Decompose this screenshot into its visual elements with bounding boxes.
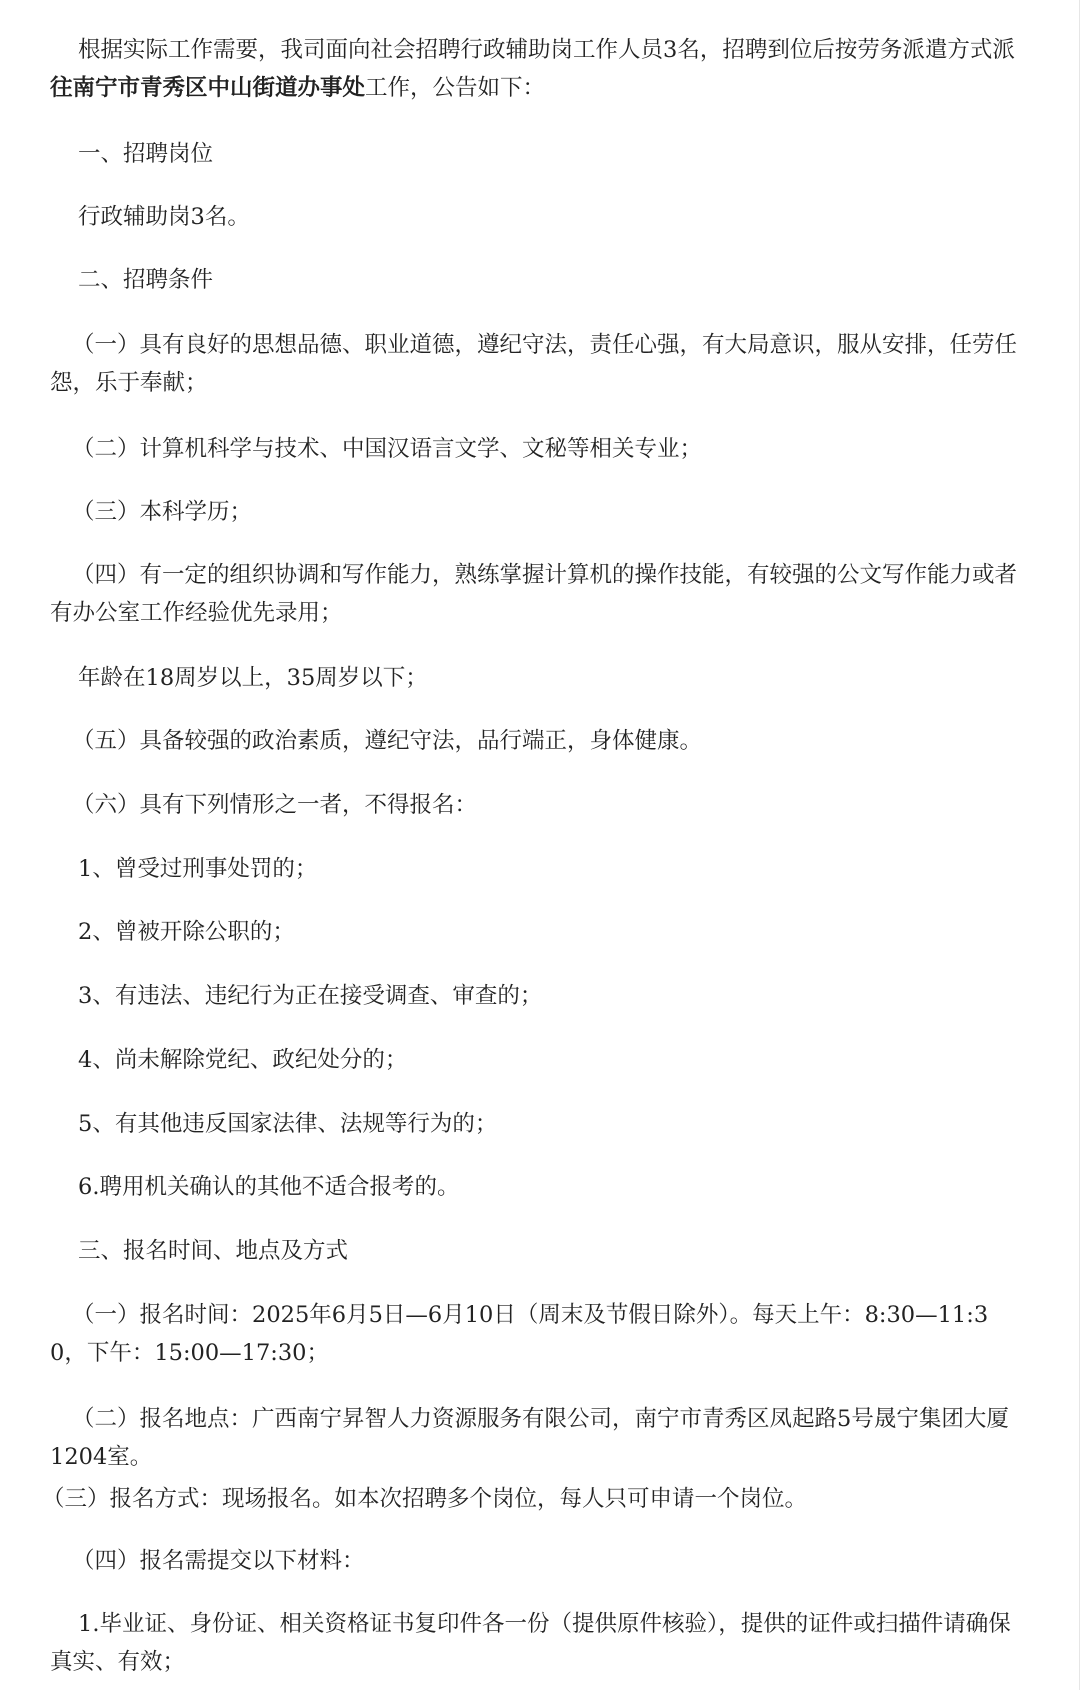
exclusion-item-1: 1、曾受过刑事处罚的； (78, 856, 318, 882)
condition-item-6: （六）具有下列情形之一者，不得报名： (72, 792, 478, 818)
section3-heading: 三、报名时间、地点及方式 (78, 1238, 349, 1264)
condition-item-1: （一）具有良好的思想品德、职业道德，遵纪守法，责任心强，有大局意识，服从安排，任劳任怨，乐于奉献； (50, 332, 1018, 396)
section2-heading: 二、招聘条件 (78, 267, 214, 293)
registration-method: （三）报名方式：现场报名。如本次招聘多个岗位，每人只可申请一个岗位。 (42, 1486, 808, 1512)
condition-item-3: （三）本科学历； (72, 499, 253, 525)
material-item-1: 1.毕业证、身份证、相关资格证书复印件各一份（提供原件核验），提供的证件或扫描件请确保真实、有效； (50, 1611, 1011, 1675)
exclusion-item-3: 3、有违法、违纪行为正在接受调查、审查的； (78, 983, 543, 1009)
section1-heading: 一、招聘岗位 (78, 141, 214, 167)
intro-line2-rest: 工作，公告如下： (365, 75, 546, 101)
exclusion-item-5: 5、有其他违反国家法律、法规等行为的； (78, 1111, 498, 1137)
intro-paragraph (50, 31, 1022, 107)
exclusion-item-4: 4、尚未解除党纪、政纪处分的； (78, 1047, 408, 1073)
section1-content: 行政辅助岗3名。 (78, 204, 250, 230)
condition-item-5: （五）具备较强的政治素质，遵纪守法，品行端正，身体健康。 (72, 728, 703, 754)
intro-location-bold: 往南宁市青秀区中山街道办事处 (50, 75, 366, 101)
registration-place: （二）报名地点：广西南宁昇智人力资源服务有限公司，南宁市青秀区凤起路5号晟宁集团大厦1204室。 (50, 1406, 1009, 1470)
exclusion-item-2: 2、曾被开除公职的； (78, 919, 295, 945)
age-requirement: 年龄在18周岁以上，35周岁以下； (78, 665, 428, 691)
condition-item-4: （四）有一定的组织协调和写作能力，熟练掌握计算机的操作技能，有较强的公文写作能力或者有办公室工作经验优先录用； (50, 562, 1018, 626)
exclusion-item-6: 6.聘用机关确认的其他不适合报考的。 (78, 1174, 460, 1200)
intro-line1: 根据实际工作需要，我司面向社会招聘行政辅助岗工作人员3名，招聘到位后按劳务派遣方式派 (78, 37, 1015, 63)
condition-item-2: （二）计算机科学与技术、中国汉语言文学、文秘等相关专业； (72, 436, 703, 462)
registration-materials: （四）报名需提交以下材料： (72, 1548, 365, 1574)
registration-time: （一）报名时间：2025年6月5日—6月10日（周末及节假日除外）。每天上午：8:30—11:30，下午：15:00—17:30； (50, 1302, 989, 1366)
